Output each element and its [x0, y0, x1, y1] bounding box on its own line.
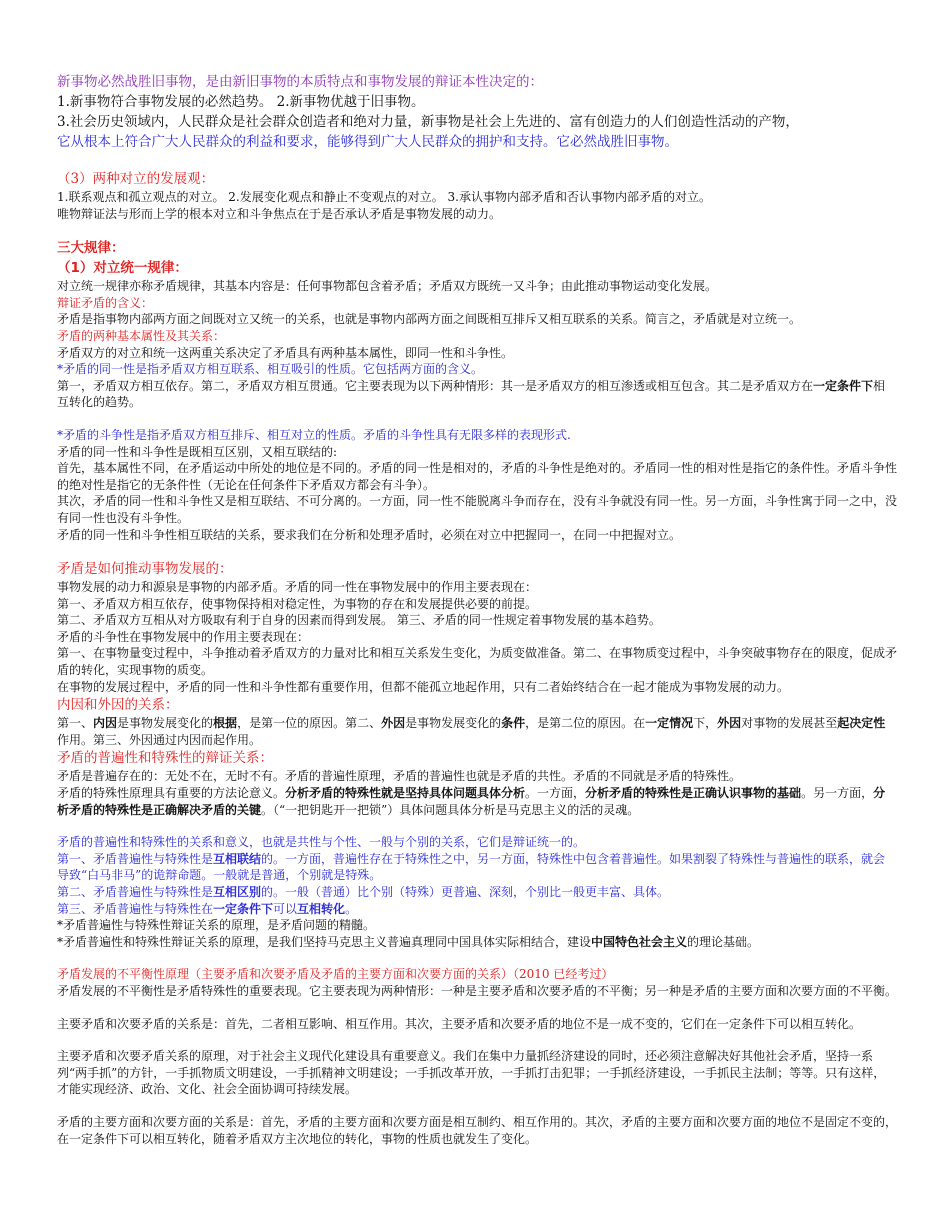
paragraph-identity-struggle-relation: 矛盾的同一性和斗争性是既相互区别，又相互联结的: [57, 444, 338, 459]
paragraph-theoretical-basis: *矛盾普遍性和特殊性辩证关系的原理，是我们坚持马克思主义普遍真理同中国具体实际相结合，建设中国特色社会主义的理论基础。 [57, 934, 760, 949]
paragraph-two-views-2: 唯物辩证法与形而上学的根本对立和斗争焦点在于是否承认矛盾是事物发展的动力。 [57, 206, 502, 221]
paragraph-internal-external: 第一、内因是事物发展变化的根据，是第一位的原因。第二、外因是事物发展变化的条件，是第二位的原因。在一定情况下，外因对事物的发展甚至起决定性作用。第三、外因通过内因而起作用。 [57, 716, 886, 747]
heading-how-contradiction-drives: 矛盾是如何推动事物发展的： [57, 561, 233, 578]
paragraph-first-difference: 首先，基本属性不同，在矛盾运动中所处的地位是不同的。矛盾的同一性是相对的，矛盾的斗争性是绝对的。矛盾同一性的相对性是指它的条件性。矛盾斗争性的绝对性是指它的无条件性（无论在任何条件下矛盾双方都会有斗争）。 [57, 461, 898, 492]
paragraph-general-particular: 矛盾的普遍性和特殊性的关系和意义，也就是共性与个性、一般与个别的关系，它们是辩证统一的。 [57, 835, 586, 850]
paragraph-principal-secondary: 主要矛盾和次要矛盾的关系是：首先，二者相互影响、相互作用。其次，主要矛盾和次要矛盾的地位不是一成不变的，它们在一定条件下可以相互转化。 [57, 1016, 862, 1031]
paragraph-driving-force: 事物发展的动力和源泉是事物的内部矛盾。矛盾的同一性在事物发展中的作用主要表现在： [57, 580, 538, 595]
paragraph-two-views-1: 1.联系观点和孤立观点的对立。 2.发展变化观点和静止不变观点的对立。 3.承认事物内部矛盾和否认事物内部矛盾的对立。 [57, 190, 711, 204]
paragraph-struggle-role-detail: 第一、在事物量变过程中，斗争推动着矛盾双方的力量对比和相互关系发生变化，为质变做准备。第二、在事物质变过程中，斗争突破事物存在的限度，促成矛盾的转化，实现事物的质变。 [57, 646, 898, 678]
paragraph-struggle-role: 矛盾的斗争性在事物发展中的作用主要表现在： [57, 629, 310, 644]
heading-two-attributes: 矛盾的两种基本属性及其关系： [57, 328, 226, 343]
heading-three-laws: 三大规律： [57, 240, 125, 257]
paragraph-new-things-1: 1.新事物符合事物发展的必然趋势。 2.新事物优越于旧事物。 [57, 94, 425, 110]
heading-imbalance-principle: 矛盾发展的不平衡性原理（主要矛盾和次要矛盾及矛盾的主要方面和次要方面的关系）（2010 已经考过） [57, 967, 614, 982]
heading-two-views: （3）两种对立的发展观： [57, 171, 215, 187]
paragraph-two-hands: 主要矛盾和次要矛盾关系的原理，对于社会主义现代化建设具有重要意义。我们在集中力量抓经济建设的同时，还必须注意解决好其他社会矛盾，坚持一系列“两手抓”的方针，一手抓物质文明建设，一手抓精神文明建设；一手抓改革开放，一手抓打击犯罪；一手抓经济建设，一手抓民主法制；等等。只有这样，才能实现经济、政治、文化、社会全面协调可持续发展。 [57, 1049, 886, 1097]
paragraph-imbalance: 矛盾发展的不平衡性是矛盾特殊性的重要表现。它主要表现为两种情形：一种是主要矛盾和次要矛盾的不平衡；另一种是矛盾的主要方面和次要方面的不平衡。 [57, 983, 898, 998]
paragraph-contradiction-meaning: 矛盾是指事物内部两方面之间既对立又统一的关系，也就是事物内部两方面之间既相互排斥又相互联系的关系。简言之，矛盾就是对立统一。 [57, 312, 802, 327]
paragraph-identity-role-1: 第一、矛盾双方相互依存，使事物保持相对稳定性，为事物的存在和发展提供必要的前提。 [57, 596, 538, 611]
heading-contradiction-meaning: 辩证矛盾的含义： [57, 295, 154, 310]
paragraph-two-attributes: 矛盾双方的对立和统一这两重关系决定了矛盾具有两种基本属性，即同一性和斗争性。 [57, 345, 514, 360]
paragraph-identity-definition: *矛盾的同一性是指矛盾双方相互联系、相互吸引的性质。它包括两方面的含义。 [57, 362, 484, 377]
paragraph-universality: 矛盾是普遍存在的：无处不在，无时不有。矛盾的普遍性原理，矛盾的普遍性也就是矛盾的共性。矛盾的不同就是矛盾的特殊性。 [57, 769, 742, 784]
paragraph-principal-aspect: 矛盾的主要方面和次要方面的关系是：首先，矛盾的主要方面和次要方面是相互制约、相互作用的。其次，矛盾的主要方面和次要方面的地位不是固定不变的，在一定条件下可以相互转化，随着矛盾双方主次地位的转化，事物的性质也就发生了变化。 [57, 1114, 898, 1146]
paragraph-second-distinct: 第二、矛盾普遍性与特殊性是互相区别的。一般（普通）比个别（特殊）更普遍、深刻，个别比一般更丰富、具体。 [57, 885, 670, 899]
paragraph-identity-detail: 第一，矛盾双方相互依存。第二，矛盾双方相互贯通。它主要表现为以下两种情形：其一是矛盾双方的相互渗透或相互包含。其二是矛盾双方在一定条件下相互转化的趋势。 [57, 378, 886, 410]
paragraph-new-things-3: 3.社会历史领域内，人民群众是社会群众创造者和绝对力量，新事物是社会上先进的、富有创造力的人们创造性活动的产物， [57, 114, 799, 130]
paragraph-new-things-heading: 新事物必然战胜旧事物，是由新旧事物的本质特点和事物发展的辩证本性决定的： [57, 74, 543, 90]
paragraph-essence: *矛盾普遍性与特殊性辩证关系的原理，是矛盾问题的精髓。 [57, 918, 376, 933]
document-page [57, 72, 897, 1147]
paragraph-second-connection: 其次，矛盾的同一性和斗争性又是相互联结、不可分离的。一方面，同一性不能脱离斗争而存在，没有斗争就没有同一性。另一方面，斗争性寓于同一之中，没有同一性也没有斗争性。 [57, 494, 898, 525]
heading-internal-external: 内因和外因的关系： [57, 697, 179, 714]
paragraph-unity-law: 对立统一规律亦称矛盾规律，其基本内容是：任何事物都包含着矛盾；矛盾双方既统一又斗争；由此推动事物运动变化发展。 [57, 279, 718, 294]
paragraph-new-things-3-cont: 它从根本上符合广大人民群众的利益和要求，能够得到广大人民群众的拥护和支持。它必然战胜旧事物。 [57, 134, 678, 150]
heading-universality-particularity: 矛盾的普遍性和特殊性的辩证关系： [57, 750, 273, 767]
paragraph-combined-role: 在事物的发展过程中，矛盾的同一性和斗争性都有重要作用，但都不能孤立地起作用，只有二者始终结合在一起才能成为事物发展的动力。 [57, 679, 790, 694]
paragraph-third-transform: 第三、矛盾普遍性与特殊性在一定条件下可以互相转化。 [57, 901, 358, 916]
paragraph-first-linked: 第一、矛盾普遍性与特殊性是互相联结的。一方面，普遍性存在于特殊性之中，另一方面，特殊性中包含着普遍性。如果割裂了特殊性与普遍性的联系，就会导致“白马非马”的诡辩命题。一般就是普通，个别就是特殊。 [57, 851, 886, 883]
paragraph-particularity-method: 矛盾的特殊性原理具有重要的方法论意义。分析矛盾的特殊性就是坚持具体问题具体分析。一方面，分析矛盾的特殊性是正确认识事物的基础。另一方面，分析矛盾的特殊性是正确解决矛盾的关键。（“一把钥匙开一把锁”）具体问题具体分析是马克思主义的活的灵魂。 [57, 786, 886, 817]
paragraph-relation-requirement: 矛盾的同一性和斗争性相互联结的关系，要求我们在分析和处理矛盾时，必须在对立中把握同一，在同一中把握对立。 [57, 527, 682, 542]
heading-unity-of-opposites: （1）对立统一规律： [57, 260, 188, 277]
paragraph-identity-role-2: 第二、矛盾双方互相从对方吸取有利于自身的因素而得到发展。 第三、矛盾的同一性规定着事物发展的基本趋势。 [57, 613, 661, 628]
paragraph-struggle-definition: *矛盾的斗争性是指矛盾双方相互排斥、相互对立的性质。矛盾的斗争性具有无限多样的表现形式. [57, 427, 571, 442]
